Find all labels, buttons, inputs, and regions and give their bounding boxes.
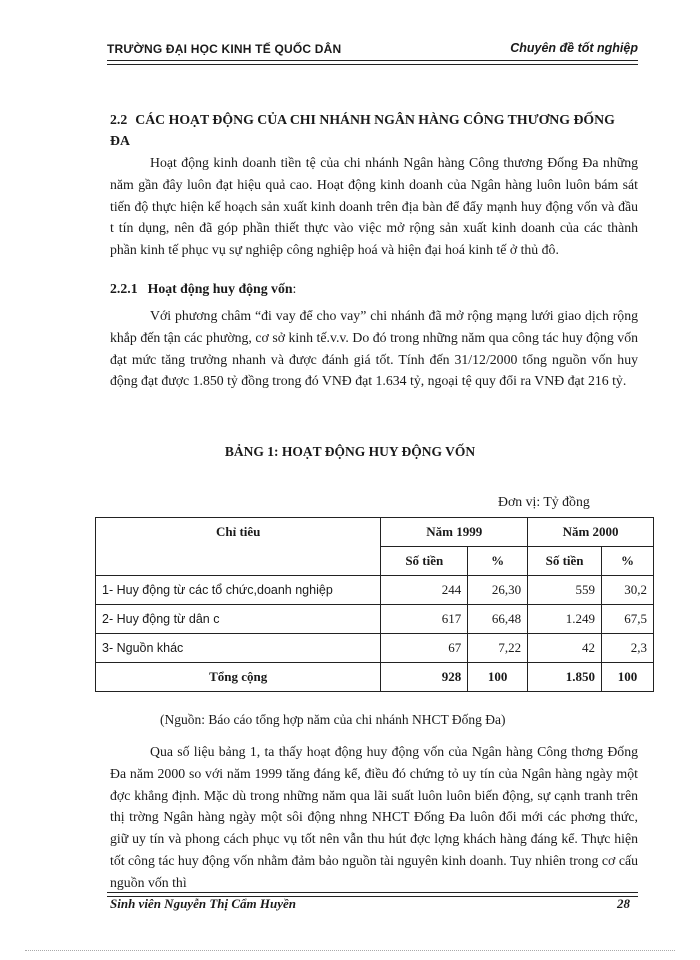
- subsection-colon: :: [292, 281, 297, 296]
- row-label: 1- Huy động từ các tổ chức,doanh nghiệp: [96, 576, 381, 605]
- footer-student-name: Sinh viên Nguyễn Thị Cẩm Huyền: [110, 896, 296, 911]
- page-edge-divider: [25, 950, 675, 951]
- subsection-title: Hoạt động huy động vốn: [147, 281, 293, 296]
- row-label: 3- Nguồn khác: [96, 634, 381, 663]
- header-year-2000: Năm 2000: [528, 518, 654, 547]
- cell-amount-2000: 1.249: [528, 605, 602, 634]
- header-indicator: Chỉ tiêu: [96, 518, 381, 576]
- table-unit: Đơn vị: Tỷ đồng: [498, 494, 590, 509]
- header-year-1999: Năm 1999: [381, 518, 528, 547]
- section-number: 2.2: [110, 112, 128, 127]
- cell-percent-1999: 7,22: [468, 634, 528, 663]
- cell-percent-2000: 67,5: [602, 605, 654, 634]
- header-document-type: Chuyên đề tốt nghiệp: [510, 41, 638, 55]
- capital-mobilization-table: [95, 517, 654, 692]
- cell-amount-1999: 67: [381, 634, 468, 663]
- header-percent-2000: %: [602, 547, 654, 576]
- subsection-number: 2.2.1: [110, 281, 138, 296]
- header-university: TRƯỜNG ĐẠI HỌC KINH TẾ QUỐC DÂN: [107, 42, 342, 56]
- table-total-row: [96, 663, 654, 692]
- cell-percent-2000: 2,3: [602, 634, 654, 663]
- cell-amount-1999: 244: [381, 576, 468, 605]
- footer-page-number: 28: [617, 896, 630, 911]
- total-percent-2000: 100: [602, 663, 654, 692]
- cell-amount-1999: 617: [381, 605, 468, 634]
- section-title-text: CÁC HOẠT ĐỘNG CỦA CHI NHÁNH NGÂN HÀNG CÔNG THƯƠNG ĐỐNG ĐA: [110, 112, 615, 148]
- cell-amount-2000: 42: [528, 634, 602, 663]
- cell-percent-2000: 30,2: [602, 576, 654, 605]
- table-row: [96, 634, 654, 663]
- header-rule: [107, 60, 638, 65]
- row-label: 2- Huy động từ dân c: [96, 605, 381, 634]
- total-percent-1999: 100: [468, 663, 528, 692]
- total-amount-1999: 928: [381, 663, 468, 692]
- paragraph-mobilization: Với phương châm “đi vay để cho vay” chi nhánh đã mở rộng mạng lưới giao dịch rộng khắp đến tận các phường, cơ sở kinh tế.v.v. Do đó trong những năm qua công tác huy động vốn đạt mức tăng trưởng nhanh và được đánh giá tốt. Tính đến 31/12/2000 tổng nguồn vốn huy động đạt được 1.850 tỷ đồng trong đó VNĐ đạt 1.634 tỷ, ngoại tệ quy đổi ra VNĐ đạt 216 tỷ.: [110, 308, 638, 389]
- cell-percent-1999: 26,30: [468, 576, 528, 605]
- table-title: BẢNG 1: HOẠT ĐỘNG HUY ĐỘNG VỐN: [224, 444, 476, 459]
- subsection-heading: [110, 281, 296, 297]
- header-amount-1999: Số tiền: [381, 547, 468, 576]
- header-amount-2000: Số tiền: [528, 547, 602, 576]
- total-amount-2000: 1.850: [528, 663, 602, 692]
- paragraph-analysis: Qua số liệu bảng 1, ta thấy hoạt động huy động vốn của Ngân hàng Công thơng Đống Đa năm 2000 so với năm 1999 tăng đáng kể, điều đó chứng tỏ uy tín của Ngân hàng ngày một đợc khẳng định. Mặc dù trong những năm qua lãi suất luôn luôn biến động, sự cạnh tranh trên thị trờng Ngân hàng ngày một sôi động nhng NHCT Đống Đa luôn đổi mới các phơng thức, giữ uy tín và phong cách phục vụ tốt nên vẫn thu hút đợc lợng khách hàng đáng kể. Thực hiện tốt công tác huy động vốn nhằm đảm bảo nguồn tài nguyên kinh doanh. Tuy nhiên trong cơ cấu nguồn vốn thì: [110, 744, 638, 890]
- table-header-row: [96, 518, 654, 547]
- table-source: (Nguồn: Báo cáo tổng hợp năm của chi nhánh NHCT Đống Đa): [160, 712, 506, 727]
- total-label: Tổng cộng: [96, 663, 381, 692]
- table-row: [96, 605, 654, 634]
- header-percent-1999: %: [468, 547, 528, 576]
- cell-amount-2000: 559: [528, 576, 602, 605]
- paragraph-intro: Hoạt động kinh doanh tiền tệ của chi nhánh Ngân hàng Công thương Đống Đa những năm gần đây luôn đạt hiệu quả cao. Hoạt động kinh doanh của Ngân hàng luôn luôn bám sát tiến độ thực hiện kế hoạch sản xuất kinh doanh trên địa bàn để đẩy mạnh huy động vốn và đầu t tín dụng, nên đã góp phần thiết thực vào việc mở rộng sản xuất kinh doanh của các thành phần kinh tế phục vụ sự nghiệp công nghiệp hoá và hiện đại hoá kinh tế ở thủ đô.: [110, 155, 638, 258]
- table-row: [96, 576, 654, 605]
- cell-percent-1999: 66,48: [468, 605, 528, 634]
- section-title: [110, 109, 638, 151]
